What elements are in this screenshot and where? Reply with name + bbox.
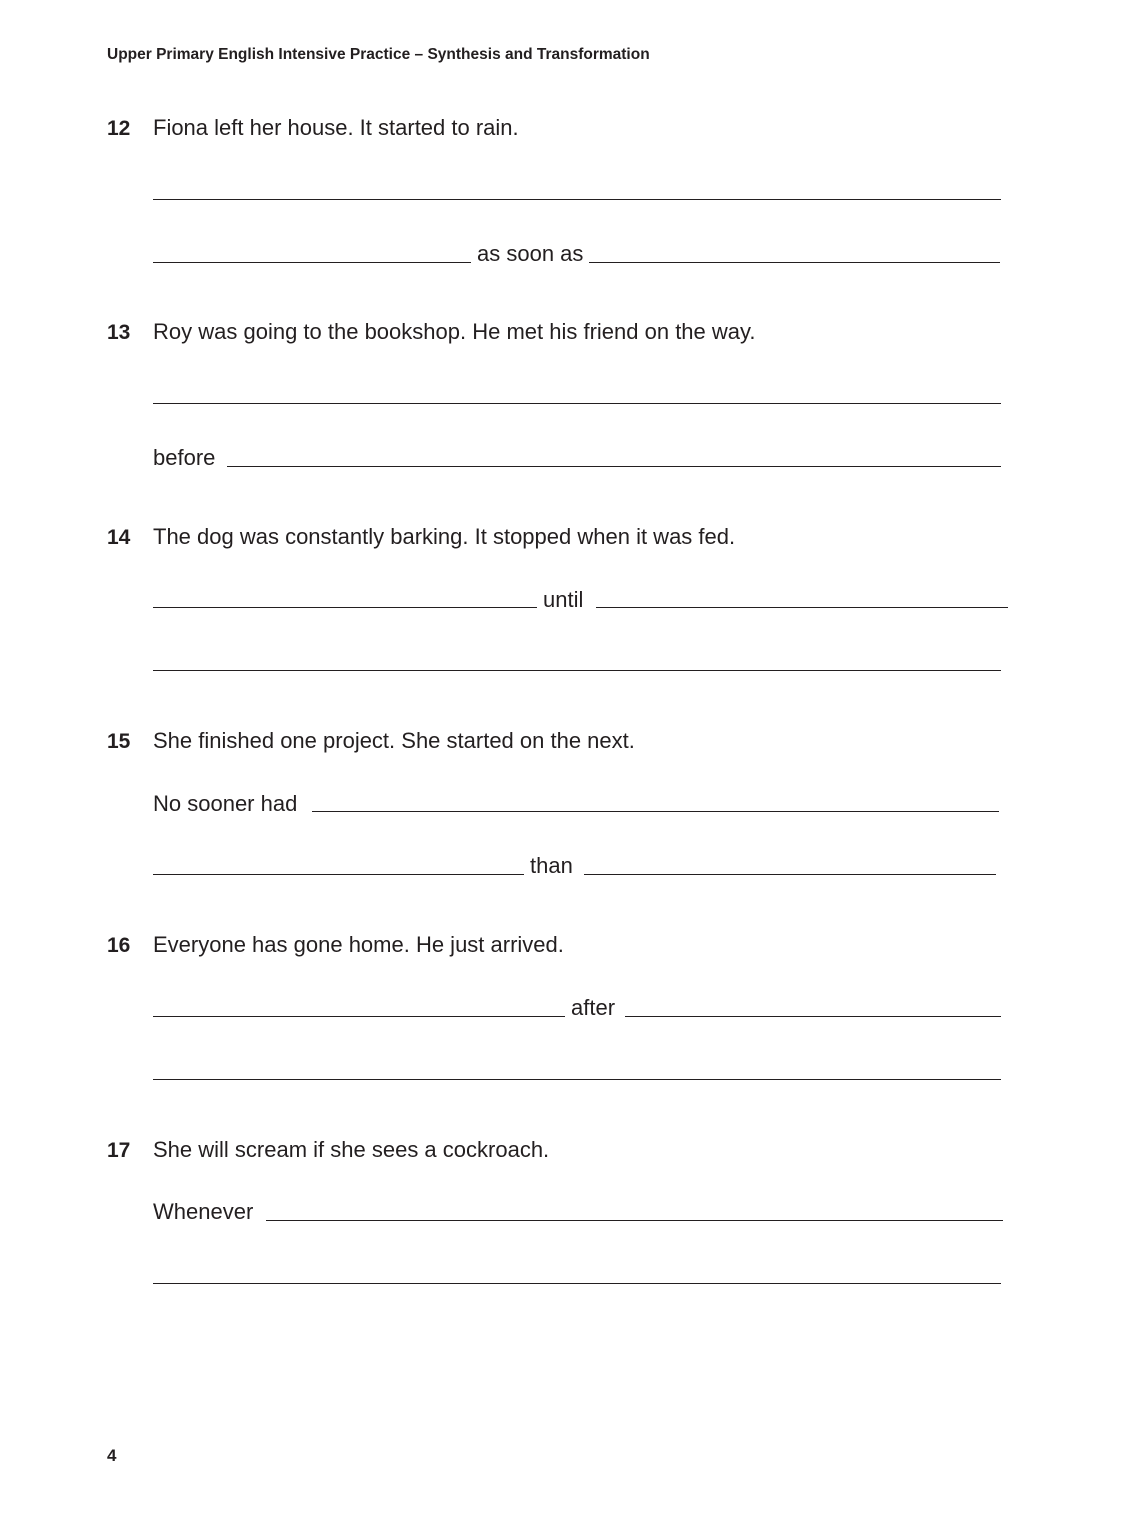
answer-blank[interactable] <box>227 466 1001 467</box>
answer-blank[interactable] <box>266 1220 1003 1221</box>
connector-word: as soon as <box>477 241 584 266</box>
answer-line[interactable] <box>153 1283 1001 1284</box>
question-number: 17 <box>107 1139 131 1162</box>
connector-word: until <box>543 587 584 612</box>
page-number: 4 <box>107 1446 117 1465</box>
question-text: She will scream if she sees a cockroach. <box>153 1137 550 1162</box>
question-number: 14 <box>107 526 131 549</box>
question-text: Roy was going to the bookshop. He met his friend on the way. <box>153 319 756 344</box>
answer-blank[interactable] <box>596 607 1008 608</box>
question-number: 15 <box>107 730 131 753</box>
answer-line[interactable] <box>153 199 1001 200</box>
question-number: 12 <box>107 117 131 140</box>
question-number: 13 <box>107 321 131 344</box>
answer-blank[interactable] <box>153 874 524 875</box>
answer-blank[interactable] <box>589 262 1000 263</box>
answer-blank[interactable] <box>153 1016 565 1017</box>
connector-word: after <box>571 995 616 1020</box>
answer-blank[interactable] <box>153 262 471 263</box>
answer-blank[interactable] <box>625 1016 1001 1017</box>
answer-blank[interactable] <box>584 874 996 875</box>
question-text: She finished one project. She started on the next. <box>153 728 635 753</box>
running-header: Upper Primary English Intensive Practice – Synthesis and Transformation <box>107 46 650 63</box>
connector-word: before <box>153 445 216 470</box>
connector-word: Whenever <box>153 1199 254 1224</box>
answer-blank[interactable] <box>153 607 537 608</box>
question-text: The dog was constantly barking. It stopped when it was fed. <box>153 524 736 549</box>
answer-blank[interactable] <box>312 811 999 812</box>
answer-line[interactable] <box>153 670 1001 671</box>
question-text: Fiona left her house. It started to rain. <box>153 115 519 140</box>
connector-word: than <box>530 853 573 878</box>
connector-word: No sooner had <box>153 791 298 816</box>
answer-line[interactable] <box>153 403 1001 404</box>
answer-line[interactable] <box>153 1079 1001 1080</box>
question-number: 16 <box>107 934 131 957</box>
question-text: Everyone has gone home. He just arrived. <box>153 932 564 957</box>
